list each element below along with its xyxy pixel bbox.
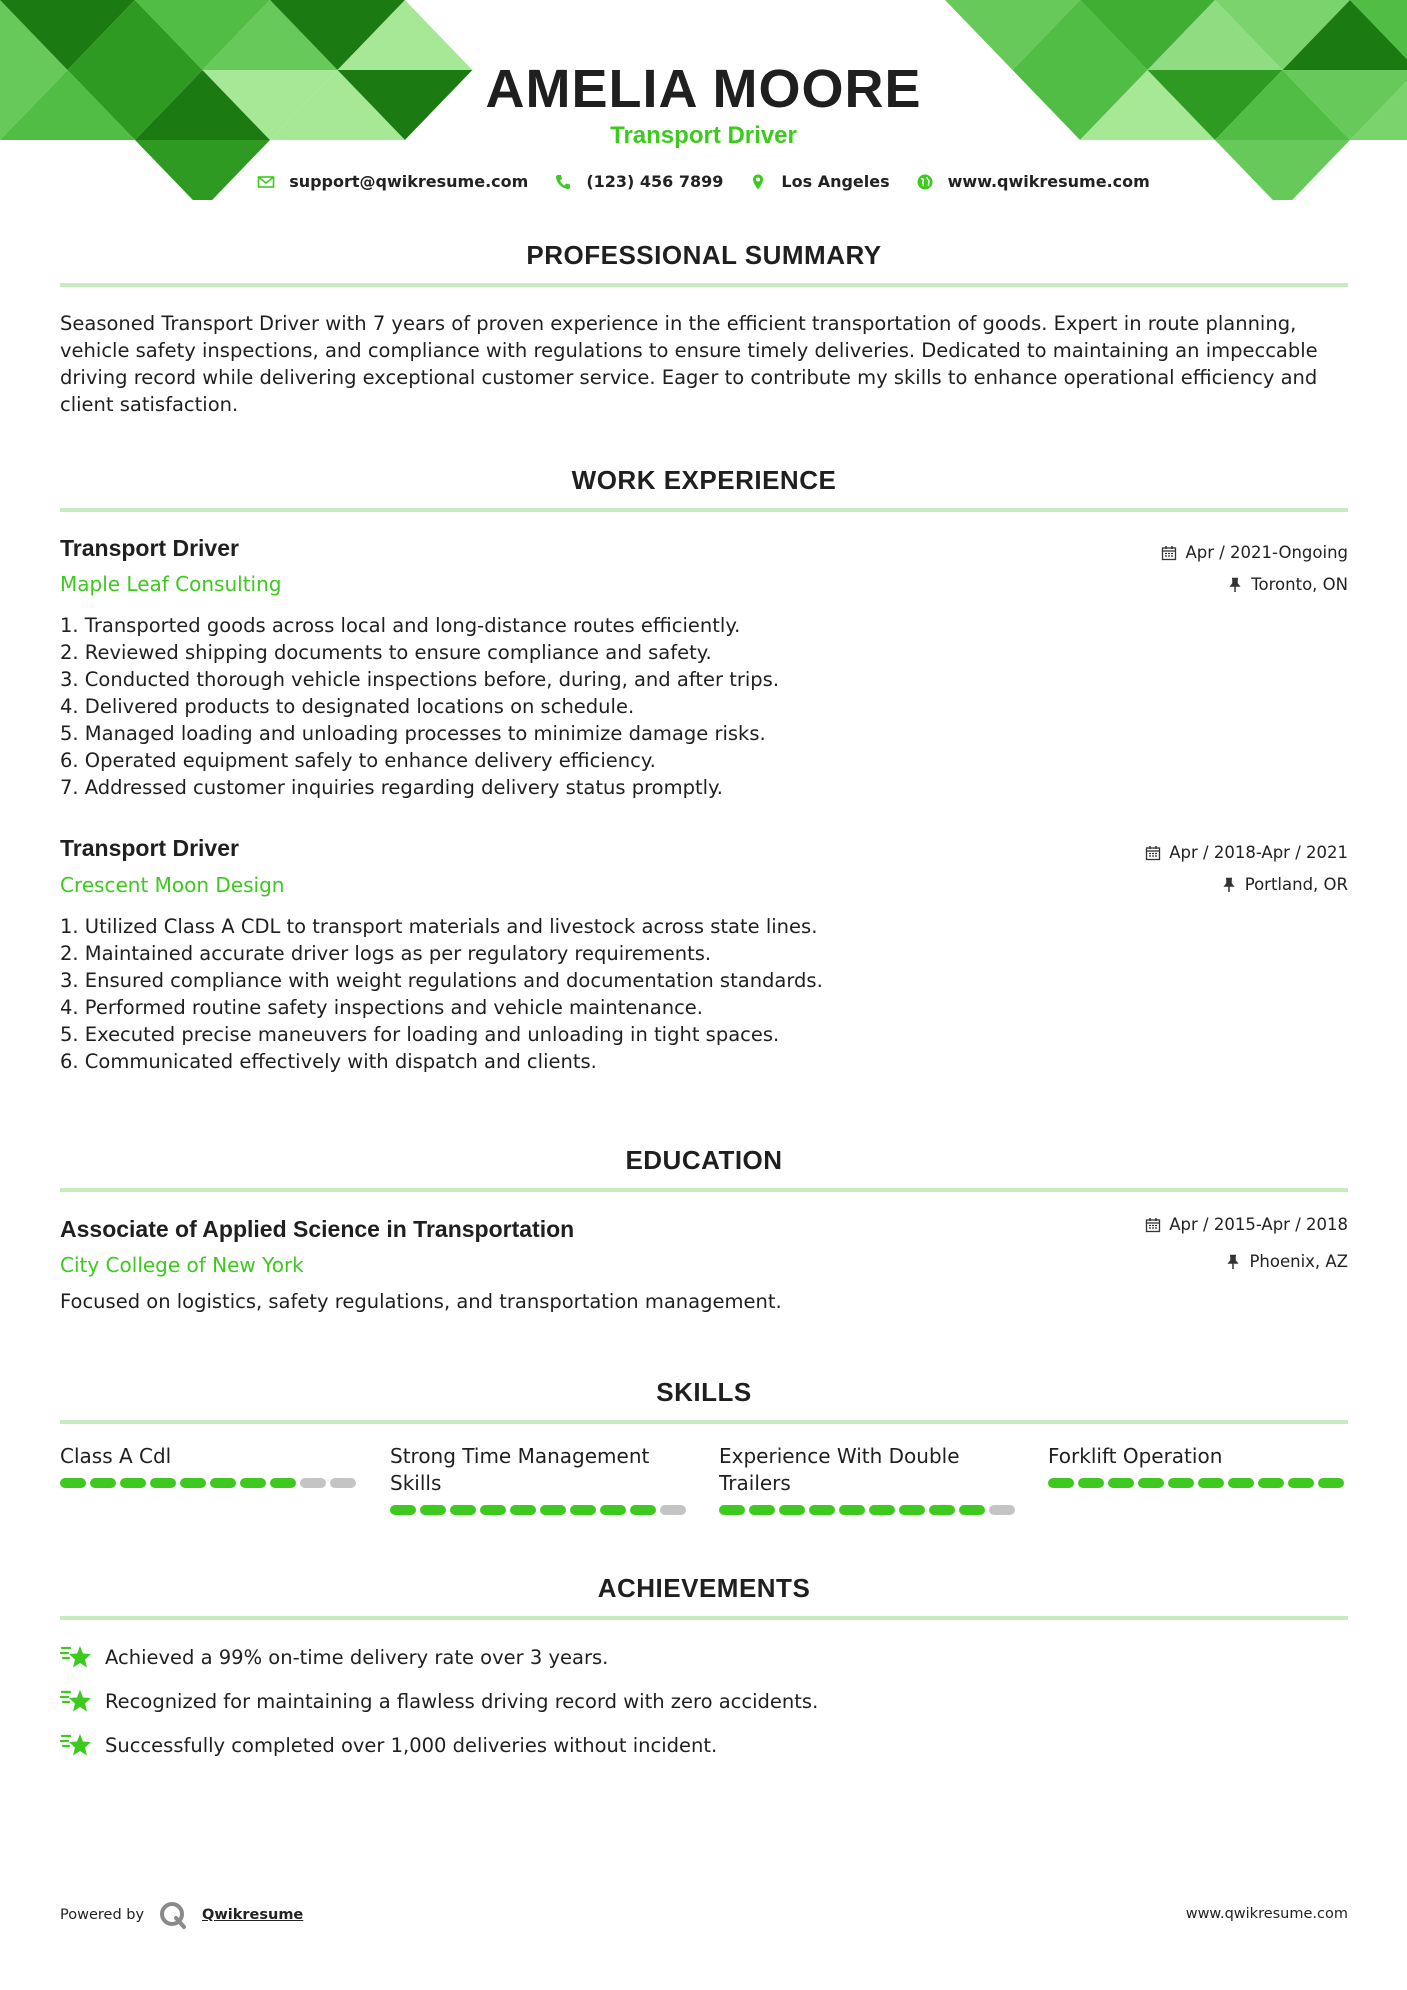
qwikresume-link[interactable]: Qwikresume xyxy=(202,1907,304,1923)
education-dates xyxy=(1145,1215,1348,1234)
rating-dot xyxy=(1108,1478,1134,1488)
education-description: Focused on logistics, safety regulations, and transportation management. xyxy=(60,1290,782,1313)
skill-rating-bar xyxy=(1048,1478,1348,1488)
list-item: 7. Addressed customer inquiries regarding delivery status promptly. xyxy=(60,776,724,799)
list-item: 4. Performed routine safety inspections and vehicle maintenance. xyxy=(60,996,703,1019)
rating-dot xyxy=(749,1505,775,1515)
education-divider xyxy=(60,1188,1348,1192)
pushpin-icon xyxy=(1225,1254,1241,1270)
job-location-text: Toronto, ON xyxy=(1251,575,1348,594)
list-item: 5. Managed loading and unloading processes to minimize damage risks. xyxy=(60,722,766,745)
rating-dot xyxy=(1138,1478,1164,1488)
pushpin-icon xyxy=(1221,877,1237,893)
summary-heading: PROFESSIONAL SUMMARY xyxy=(526,240,882,270)
rating-dot xyxy=(270,1478,296,1488)
list-item: 2. Reviewed shipping documents to ensure compliance and safety. xyxy=(60,641,712,664)
map-pin-icon xyxy=(749,173,767,191)
skill-name: Strong Time Management Skills xyxy=(390,1444,650,1495)
list-item: 2. Maintained accurate driver logs as per regulatory requirements. xyxy=(60,942,712,965)
job-location xyxy=(1227,575,1348,594)
skill-item xyxy=(60,1443,360,1488)
job-title: Transport Driver xyxy=(60,535,239,561)
summary-text: Seasoned Transport Driver with 7 years of proven experience in the efficient transportation of goods. Expert in route planning, vehicle safety inspections, and compliance with regulations to ensure timely deliveries. Dedicated to maintaining an impeccable driving record while delivering exceptional customer service. Eager to contribute my skills to enhance operational efficiency and client satisfaction. xyxy=(60,312,1318,416)
achievement-text: Achieved a 99% on-time delivery rate over 3 years. xyxy=(105,1645,609,1669)
powered-by-label: Powered by xyxy=(60,1907,145,1923)
rating-dot xyxy=(809,1505,835,1515)
footer-powered-by xyxy=(60,1900,303,1930)
calendar-icon xyxy=(1145,845,1161,861)
achievements-heading: ACHIEVEMENTS xyxy=(597,1573,811,1603)
contact-website[interactable] xyxy=(916,172,1150,191)
skills-divider xyxy=(60,1420,1348,1424)
rating-dot xyxy=(570,1505,596,1515)
rating-dot xyxy=(480,1505,506,1515)
rating-dot xyxy=(869,1505,895,1515)
rating-dot xyxy=(330,1478,356,1488)
experience-divider xyxy=(60,508,1348,512)
rating-dot xyxy=(210,1478,236,1488)
rating-dot xyxy=(450,1505,476,1515)
achievement-text: Recognized for maintaining a flawless driving record with zero accidents. xyxy=(105,1689,819,1713)
skill-name: Forklift Operation xyxy=(1048,1444,1223,1468)
job-dates xyxy=(1145,843,1348,862)
rating-dot xyxy=(150,1478,176,1488)
education-location xyxy=(1225,1252,1348,1271)
rating-dot xyxy=(779,1505,805,1515)
job-dates xyxy=(1161,543,1348,562)
job-location-text: Portland, OR xyxy=(1244,875,1348,894)
skill-name: Class A Cdl xyxy=(60,1444,172,1468)
summary-divider xyxy=(60,283,1348,287)
achievement-text: Successfully completed over 1,000 deliveries without incident. xyxy=(105,1733,718,1757)
candidate-name: AMELIA MOORE xyxy=(485,59,922,119)
rating-dot xyxy=(60,1478,86,1488)
rating-dot xyxy=(1228,1478,1254,1488)
star-icon xyxy=(60,1644,94,1670)
rating-dot xyxy=(180,1478,206,1488)
contact-phone-text: (123) 456 7899 xyxy=(586,172,724,191)
achievements-divider xyxy=(60,1616,1348,1620)
rating-dot xyxy=(1048,1478,1074,1488)
globe-icon xyxy=(916,173,934,191)
skill-item xyxy=(390,1443,690,1515)
skill-name: Experience With Double Trailers xyxy=(719,1444,960,1495)
phone-icon xyxy=(554,173,572,191)
job-company: Crescent Moon Design xyxy=(60,873,285,897)
calendar-icon xyxy=(1161,545,1177,561)
list-item: 6. Communicated effectively with dispatch and clients. xyxy=(60,1050,597,1073)
rating-dot xyxy=(90,1478,116,1488)
rating-dot xyxy=(660,1505,686,1515)
rating-dot xyxy=(989,1505,1015,1515)
rating-dot xyxy=(839,1505,865,1515)
contact-bar xyxy=(0,172,1407,191)
list-item: 6. Operated equipment safely to enhance delivery efficiency. xyxy=(60,749,656,772)
skills-heading: SKILLS xyxy=(656,1377,752,1407)
envelope-icon xyxy=(257,173,275,191)
qwikresume-logo-icon xyxy=(158,1900,188,1930)
list-item: 4. Delivered products to designated locations on schedule. xyxy=(60,695,635,718)
contact-location xyxy=(749,172,889,191)
list-item: 3. Conducted thorough vehicle inspections before, during, and after trips. xyxy=(60,668,780,691)
rating-dot xyxy=(929,1505,955,1515)
list-item: 1. Utilized Class A CDL to transport materials and livestock across state lines. xyxy=(60,915,818,938)
rating-dot xyxy=(899,1505,925,1515)
skill-item xyxy=(719,1443,1019,1515)
rating-dot xyxy=(1288,1478,1314,1488)
rating-dot xyxy=(300,1478,326,1488)
list-item: 1. Transported goods across local and long-distance routes efficiently. xyxy=(60,614,741,637)
rating-dot xyxy=(240,1478,266,1488)
calendar-icon xyxy=(1145,1217,1161,1233)
job-title: Transport Driver xyxy=(60,835,239,861)
list-item: 5. Executed precise maneuvers for loading and unloading in tight spaces. xyxy=(60,1023,780,1046)
job-location xyxy=(1221,875,1348,894)
rating-dot xyxy=(390,1505,416,1515)
footer-website[interactable]: www.qwikresume.com xyxy=(1185,1906,1348,1922)
skill-rating-bar xyxy=(390,1505,690,1515)
achievement-item xyxy=(60,1732,717,1758)
rating-dot xyxy=(1168,1478,1194,1488)
experience-heading: WORK EXPERIENCE xyxy=(571,465,837,495)
job-bullet-list xyxy=(60,612,1060,801)
education-location-text: Phoenix, AZ xyxy=(1249,1252,1348,1271)
skill-item xyxy=(1048,1443,1348,1488)
candidate-role: Transport Driver xyxy=(610,122,797,149)
achievement-item xyxy=(60,1644,608,1670)
rating-dot xyxy=(540,1505,566,1515)
achievement-item xyxy=(60,1688,818,1714)
rating-dot xyxy=(120,1478,146,1488)
rating-dot xyxy=(510,1505,536,1515)
contact-email[interactable] xyxy=(257,172,528,191)
contact-email-text: support@qwikresume.com xyxy=(289,172,529,191)
rating-dot xyxy=(1318,1478,1344,1488)
job-company: Maple Leaf Consulting xyxy=(60,572,282,596)
rating-dot xyxy=(1078,1478,1104,1488)
rating-dot xyxy=(1258,1478,1284,1488)
rating-dot xyxy=(719,1505,745,1515)
rating-dot xyxy=(959,1505,985,1515)
rating-dot xyxy=(420,1505,446,1515)
contact-website-text: www.qwikresume.com xyxy=(947,172,1150,191)
rating-dot xyxy=(630,1505,656,1515)
pushpin-icon xyxy=(1227,577,1243,593)
list-item: 3. Ensured compliance with weight regulations and documentation standards. xyxy=(60,969,823,992)
skill-rating-bar xyxy=(60,1478,360,1488)
skill-rating-bar xyxy=(719,1505,1019,1515)
rating-dot xyxy=(1198,1478,1224,1488)
star-icon xyxy=(60,1688,94,1714)
contact-phone[interactable] xyxy=(554,172,723,191)
degree-title: Associate of Applied Science in Transportation xyxy=(60,1216,575,1242)
star-icon xyxy=(60,1732,94,1758)
education-heading: EDUCATION xyxy=(625,1145,783,1175)
job-dates-text: Apr / 2021-Ongoing xyxy=(1185,543,1348,562)
education-dates-text: Apr / 2015-Apr / 2018 xyxy=(1169,1215,1348,1234)
job-dates-text: Apr / 2018-Apr / 2021 xyxy=(1169,843,1348,862)
job-bullet-list xyxy=(60,913,1060,1075)
rating-dot xyxy=(600,1505,626,1515)
contact-location-text: Los Angeles xyxy=(781,172,890,191)
school-name: City College of New York xyxy=(60,1253,304,1277)
